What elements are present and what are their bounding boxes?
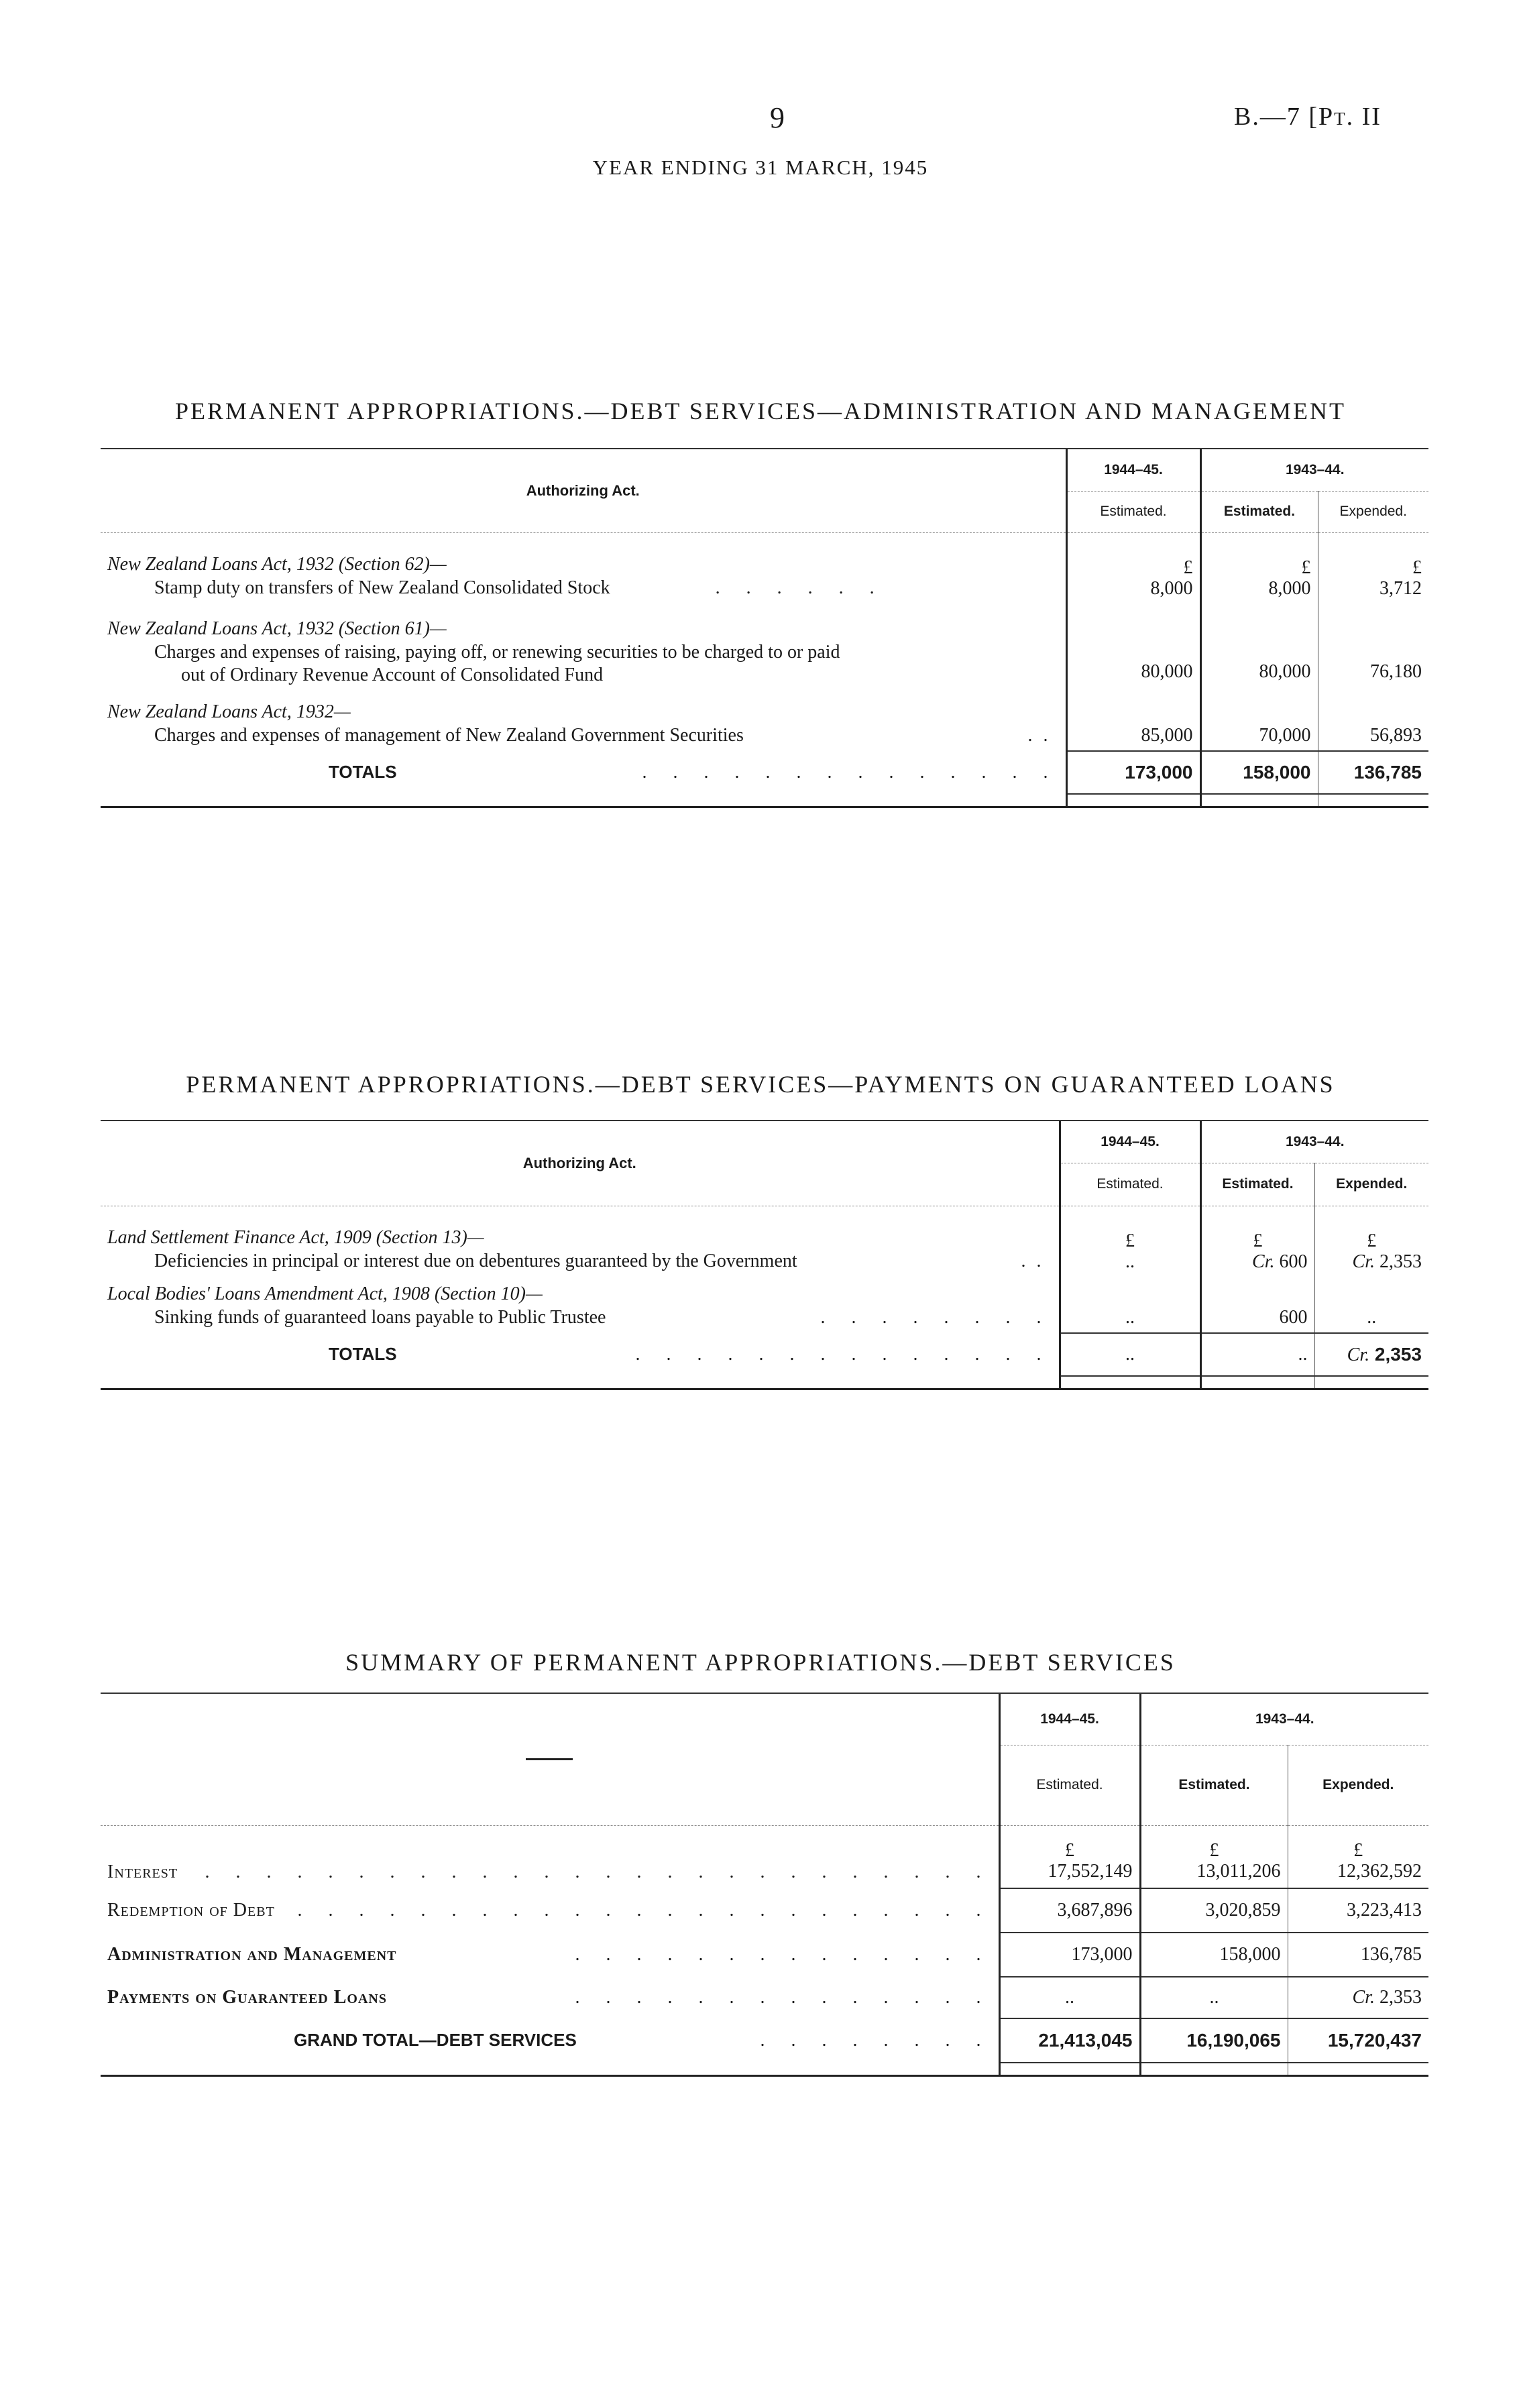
estimated-1944-value: 173,000	[999, 1933, 1140, 1977]
row-description: Charges and expenses of management of New Zealand Government Securities ..	[154, 725, 1059, 746]
doc-ref-part: [Pt. II	[1308, 103, 1382, 131]
table-row	[101, 1273, 1428, 1333]
totals-row: TOTALS . . . . . . . . . . . . . . .. .. Cr. 2,353	[101, 1333, 1428, 1376]
table-row	[101, 599, 1428, 693]
expended-1943-value: 56,893	[1318, 693, 1428, 751]
estimated-1943-value: 600	[1200, 1273, 1314, 1333]
table-row	[101, 693, 1428, 751]
label-column-dash	[526, 1758, 573, 1760]
summary-table	[101, 1693, 1428, 2077]
total-estimated-1943: ..	[1200, 1333, 1314, 1376]
estimated-1943-value: 80,000	[1200, 599, 1318, 693]
row-description: Deficiencies in principal or interest due on debentures guaranteed by the Government ..	[154, 1251, 1052, 1271]
column-header-estimated-1944: Estimated.	[999, 1745, 1140, 1825]
doc-ref-main: B.—7	[1234, 103, 1301, 131]
expended-1943-value: Cr. 2,353	[1352, 1251, 1422, 1272]
grand-total-row: GRAND TOTAL—DEBT SERVICES . . . . . . . . 21,413,045 16,190,065 15,720,437	[101, 2018, 1428, 2063]
expended-1943-value: 3,223,413	[1288, 1888, 1428, 1933]
estimated-1943-value: 3,020,859	[1140, 1888, 1288, 1933]
expended-1943-value: 12,362,592	[1337, 1861, 1422, 1882]
row-label: Interest	[107, 1861, 178, 1882]
estimated-1943-value: 70,000	[1200, 693, 1318, 751]
section1-title: PERMANENT APPROPRIATIONS.—DEBT SERVICES—ADMINISTRATION AND MANAGEMENT	[175, 398, 1346, 424]
act-title: Land Settlement Finance Act, 1909 (Section 13)—	[107, 1227, 484, 1248]
act-title: Local Bodies' Loans Amendment Act, 1908 (Section 10)—	[107, 1283, 543, 1304]
table-row: Payments on Guaranteed Loans . . . . . . . . . . . . . . .. .. Cr. 2,353	[101, 1977, 1428, 2018]
expended-1943-value: 136,785	[1288, 1933, 1428, 1977]
estimated-1944-value: 80,000	[1066, 599, 1200, 693]
row-description: Stamp duty on transfers of New Zealand Consolidated Stock . . . . . .	[154, 577, 885, 598]
grand-total-estimated-1943: 16,190,065	[1140, 2018, 1288, 2063]
section2-title: PERMANENT APPROPRIATIONS.—DEBT SERVICES—PAYMENTS ON GUARANTEED LOANS	[186, 1071, 1335, 1098]
act-title: New Zealand Loans Act, 1932 (Section 61)—	[107, 618, 447, 639]
table-row: Redemption of Debt . . . . . . . . . . . . . . . . . . . . . . . 3,687,896 3,020,859 3,223,413	[101, 1888, 1428, 1933]
act-title: New Zealand Loans Act, 1932—	[107, 701, 351, 722]
estimated-1944-value: 85,000	[1066, 693, 1200, 751]
column-header-1944-45: 1944–45.	[1066, 449, 1200, 491]
row-description-continued: out of Ordinary Revenue Account of Consolidated Fund	[181, 665, 604, 685]
row-label: Redemption of Debt	[107, 1900, 275, 1920]
column-header-1944-45: 1944–45.	[1060, 1121, 1200, 1163]
estimated-1943-value: 13,011,206	[1196, 1861, 1281, 1882]
grand-total-estimated-1944: 21,413,045	[999, 2018, 1140, 2063]
grand-total-expended-1943: 15,720,437	[1288, 2018, 1428, 2063]
section3-title: SUMMARY OF PERMANENT APPROPRIATIONS.—DEBT SERVICES	[345, 1649, 1176, 1676]
column-header-authorizing-act: Authorizing Act.	[526, 481, 640, 499]
year-heading: YEAR ENDING 31 MARCH, 1945	[592, 156, 929, 179]
estimated-1944-value: 3,687,896	[999, 1888, 1140, 1933]
expended-1943-value: 3,712	[1379, 578, 1422, 599]
column-header-expended-1943: Expended.	[1314, 1163, 1428, 1206]
table-row: Land Settlement Finance Act, 1909 (Section 13)— Deficiencies in principal or interest due on debentures guaranteed by the Government .. £ .. £ Cr. 600 £ Cr. 2,353	[101, 1208, 1428, 1273]
row-description: Sinking funds of guaranteed loans payable to Public Trustee . . . . . . . .	[154, 1307, 1052, 1328]
administration-management-table	[101, 448, 1428, 808]
estimated-1943-value: 8,000	[1268, 578, 1311, 599]
guaranteed-loans-table	[101, 1120, 1428, 1390]
estimated-1944-value: ..	[999, 1977, 1140, 2018]
expended-1943-value: Cr. 2,353	[1288, 1977, 1428, 2018]
table-row: Administration and Management . . . . . . . . . . . . . . 173,000 158,000 136,785	[101, 1933, 1428, 1977]
table-row: Interest . . . . . . . . . . . . . . . . . . . . . . . . . . £ 17,552,149 £ 13,011,206 £ 12,362,592	[101, 1828, 1428, 1888]
column-header-expended-1943: Expended.	[1318, 491, 1428, 532]
table-row: New Zealand Loans Act, 1932 (Section 62)— Stamp duty on transfers of New Zealand Consolidated Stock . . . . . . £ 8,000 £ 8,000 £ 3,712	[101, 535, 1428, 599]
column-header-estimated-1944: Estimated.	[1060, 1163, 1200, 1206]
column-header-estimated-1943: Estimated.	[1200, 1163, 1314, 1206]
estimated-1943-value: ..	[1140, 1977, 1288, 2018]
column-header-expended-1943: Expended.	[1288, 1745, 1428, 1825]
column-header-1943-44: 1943–44.	[1140, 1694, 1428, 1745]
estimated-1944-value: 8,000	[1150, 578, 1193, 599]
column-header-estimated-1943: Estimated.	[1140, 1745, 1288, 1825]
document-reference	[1234, 102, 1382, 131]
totals-row: TOTALS . . . . . . . . . . . . . . 173,000 158,000 136,785	[101, 751, 1428, 794]
row-description: Charges and expenses of raising, paying off, or renewing securities to be charged to or paid	[154, 642, 840, 663]
totals-label: TOTALS	[329, 1344, 397, 1364]
column-header-estimated-1944: Estimated.	[1066, 491, 1200, 532]
total-expended-1943: Cr. 2,353	[1314, 1333, 1428, 1376]
row-label: Payments on Guaranteed Loans	[107, 1987, 387, 2008]
total-estimated-1943: 158,000	[1200, 751, 1318, 794]
act-title: New Zealand Loans Act, 1932 (Section 62)—	[107, 554, 447, 575]
total-estimated-1944: ..	[1060, 1333, 1200, 1376]
total-expended-1943: 136,785	[1318, 751, 1428, 794]
column-header-estimated-1943: Estimated.	[1200, 491, 1318, 532]
estimated-1943-value: Cr. 600	[1252, 1251, 1308, 1272]
total-estimated-1944: 173,000	[1066, 751, 1200, 794]
column-header-1944-45: 1944–45.	[999, 1694, 1140, 1745]
column-header-1943-44: 1943–44.	[1200, 449, 1428, 491]
estimated-1943-value: 158,000	[1140, 1933, 1288, 1977]
row-label: Administration and Management	[107, 1944, 397, 1965]
expended-1943-value: 76,180	[1318, 599, 1428, 693]
estimated-1944-value: 17,552,149	[1048, 1861, 1133, 1882]
page-number: 9	[770, 101, 785, 134]
estimated-1944-value: ..	[1060, 1273, 1200, 1333]
column-header-authorizing-act: Authorizing Act.	[522, 1154, 636, 1171]
grand-total-label: GRAND TOTAL—DEBT SERVICES	[294, 2030, 577, 2050]
column-header-1943-44: 1943–44.	[1200, 1121, 1428, 1163]
estimated-1944-value: ..	[1125, 1251, 1135, 1272]
expended-1943-value: ..	[1314, 1273, 1428, 1333]
totals-label: TOTALS	[329, 762, 397, 782]
